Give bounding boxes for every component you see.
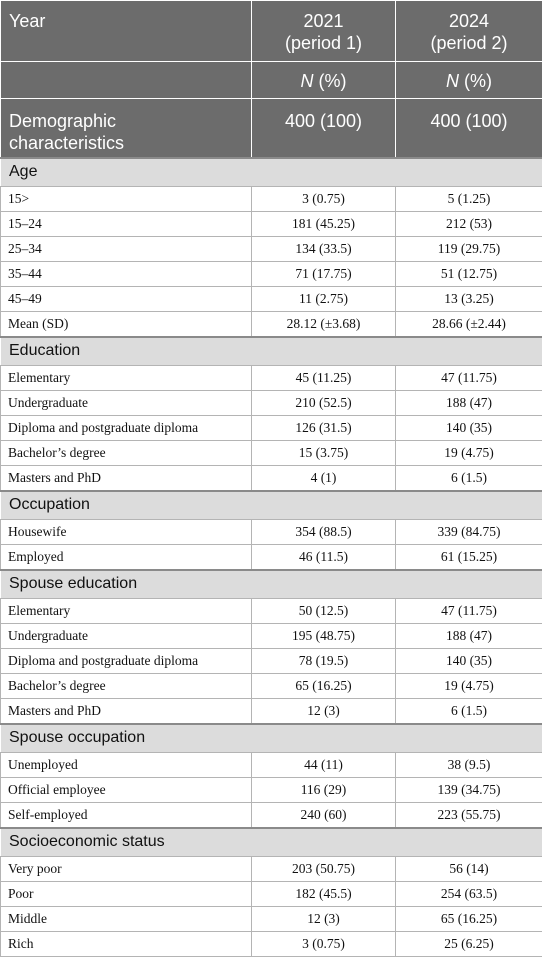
value-period-2: 254 (63.5)	[396, 882, 542, 907]
row-label: Elementary	[1, 366, 252, 391]
year-header: Year	[1, 1, 252, 62]
section-row-spouse-occupation	[1, 724, 542, 753]
row-label: Self-employed	[1, 803, 252, 828]
row-label: Diploma and postgraduate diploma	[1, 649, 252, 674]
section-title: Spouse occupation	[1, 724, 542, 753]
section-row-occupation	[1, 491, 542, 520]
table-row	[1, 753, 542, 778]
value-period-2: 139 (34.75)	[396, 778, 542, 803]
value-period-1: 195 (48.75)	[252, 624, 396, 649]
table-row	[1, 932, 542, 957]
section-title: Socioeconomic status	[1, 828, 542, 857]
value-period-2: 13 (3.25)	[396, 287, 542, 312]
value-period-2: 212 (53)	[396, 212, 542, 237]
value-period-1: 240 (60)	[252, 803, 396, 828]
row-label: Masters and PhD	[1, 466, 252, 491]
row-label: Diploma and postgraduate diploma	[1, 416, 252, 441]
value-period-2: 140 (35)	[396, 649, 542, 674]
value-period-2: 47 (11.75)	[396, 599, 542, 624]
value-period-1: 126 (31.5)	[252, 416, 396, 441]
section-row-age	[1, 158, 542, 187]
row-label: 15>	[1, 187, 252, 212]
value-period-2: 223 (55.75)	[396, 803, 542, 828]
value-period-2: 19 (4.75)	[396, 441, 542, 466]
value-period-1: 71 (17.75)	[252, 262, 396, 287]
value-period-1: 15 (3.75)	[252, 441, 396, 466]
value-period-1: 78 (19.5)	[252, 649, 396, 674]
value-period-1: 3 (0.75)	[252, 932, 396, 957]
value-period-2: 5 (1.25)	[396, 187, 542, 212]
value-period-1: 44 (11)	[252, 753, 396, 778]
section-title: Education	[1, 337, 542, 366]
value-period-2: 188 (47)	[396, 391, 542, 416]
table-row	[1, 212, 542, 237]
row-label: 15–24	[1, 212, 252, 237]
row-label: Elementary	[1, 599, 252, 624]
table-row	[1, 907, 542, 932]
value-period-1: 45 (11.25)	[252, 366, 396, 391]
value-period-2: 56 (14)	[396, 857, 542, 882]
table-row	[1, 287, 542, 312]
total-period-2: 400 (100)	[396, 99, 542, 158]
section-title: Occupation	[1, 491, 542, 520]
section-title: Age	[1, 158, 542, 187]
value-period-1: 354 (88.5)	[252, 520, 396, 545]
table-row	[1, 466, 542, 491]
period-1-header: 2021 (period 1)	[252, 1, 396, 62]
table-row	[1, 312, 542, 337]
n-percent-header-2: N (%)	[396, 62, 542, 99]
row-label: Masters and PhD	[1, 699, 252, 724]
table-row	[1, 237, 542, 262]
value-period-2: 188 (47)	[396, 624, 542, 649]
value-period-1: 134 (33.5)	[252, 237, 396, 262]
value-period-1: 181 (45.25)	[252, 212, 396, 237]
table-row	[1, 674, 542, 699]
table-row	[1, 520, 542, 545]
row-label: 35–44	[1, 262, 252, 287]
row-label: Housewife	[1, 520, 252, 545]
header-row-demographics	[1, 99, 542, 158]
value-period-1: 12 (3)	[252, 699, 396, 724]
value-period-1: 182 (45.5)	[252, 882, 396, 907]
value-period-2: 65 (16.25)	[396, 907, 542, 932]
section-title: Spouse education	[1, 570, 542, 599]
row-label: Bachelor’s degree	[1, 441, 252, 466]
value-period-2: 25 (6.25)	[396, 932, 542, 957]
section-row-education	[1, 337, 542, 366]
table-row	[1, 699, 542, 724]
table-row	[1, 649, 542, 674]
table-row	[1, 624, 542, 649]
value-period-2: 339 (84.75)	[396, 520, 542, 545]
value-period-2: 140 (35)	[396, 416, 542, 441]
value-period-1: 4 (1)	[252, 466, 396, 491]
row-label: 25–34	[1, 237, 252, 262]
row-label: Undergraduate	[1, 624, 252, 649]
table-body	[1, 158, 542, 957]
table-header	[1, 1, 542, 158]
row-label: Poor	[1, 882, 252, 907]
value-period-1: 50 (12.5)	[252, 599, 396, 624]
value-period-2: 51 (12.75)	[396, 262, 542, 287]
header-row-year	[1, 1, 542, 62]
value-period-1: 203 (50.75)	[252, 857, 396, 882]
table-row	[1, 545, 542, 570]
row-label: Official employee	[1, 778, 252, 803]
value-period-2: 28.66 (±2.44)	[396, 312, 542, 337]
value-period-2: 119 (29.75)	[396, 237, 542, 262]
value-period-2: 38 (9.5)	[396, 753, 542, 778]
value-period-2: 19 (4.75)	[396, 674, 542, 699]
header-row-n	[1, 62, 542, 99]
row-label: 45–49	[1, 287, 252, 312]
value-period-1: 3 (0.75)	[252, 187, 396, 212]
table-row	[1, 416, 542, 441]
n-percent-header-1: N (%)	[252, 62, 396, 99]
row-label: Middle	[1, 907, 252, 932]
value-period-2: 6 (1.5)	[396, 466, 542, 491]
table-row	[1, 391, 542, 416]
value-period-1: 65 (16.25)	[252, 674, 396, 699]
total-period-1: 400 (100)	[252, 99, 396, 158]
value-period-1: 210 (52.5)	[252, 391, 396, 416]
table-row	[1, 857, 542, 882]
value-period-1: 46 (11.5)	[252, 545, 396, 570]
section-row-spouse-education	[1, 570, 542, 599]
row-label: Unemployed	[1, 753, 252, 778]
row-label: Mean (SD)	[1, 312, 252, 337]
row-label: Undergraduate	[1, 391, 252, 416]
value-period-2: 6 (1.5)	[396, 699, 542, 724]
value-period-2: 61 (15.25)	[396, 545, 542, 570]
table-row	[1, 778, 542, 803]
table-row	[1, 366, 542, 391]
value-period-1: 28.12 (±3.68)	[252, 312, 396, 337]
value-period-1: 116 (29)	[252, 778, 396, 803]
table-row	[1, 187, 542, 212]
period-2-header: 2024 (period 2)	[396, 1, 542, 62]
table-row	[1, 441, 542, 466]
table-row	[1, 262, 542, 287]
row-label: Bachelor’s degree	[1, 674, 252, 699]
table-row	[1, 882, 542, 907]
demographic-characteristics-label: Demographic characteristics	[1, 99, 252, 158]
header-blank-cell	[1, 62, 252, 99]
section-row-socioeconomic-status	[1, 828, 542, 857]
value-period-1: 11 (2.75)	[252, 287, 396, 312]
value-period-2: 47 (11.75)	[396, 366, 542, 391]
row-label: Rich	[1, 932, 252, 957]
table-row	[1, 803, 542, 828]
table-row	[1, 599, 542, 624]
row-label: Employed	[1, 545, 252, 570]
row-label: Very poor	[1, 857, 252, 882]
value-period-1: 12 (3)	[252, 907, 396, 932]
